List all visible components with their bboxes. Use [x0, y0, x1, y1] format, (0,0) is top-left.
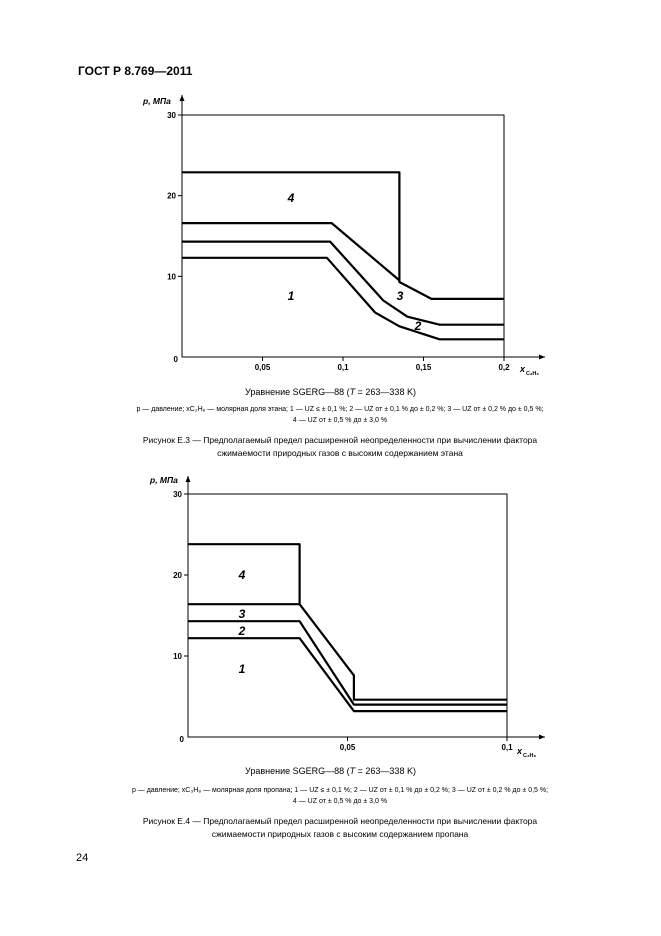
equation-e4: Уравнение SGERG—88 (T = 263—338 K) — [245, 766, 416, 776]
y-tick-label: 10 — [173, 652, 182, 661]
series-line-3 — [182, 223, 504, 299]
y-tick-label: 20 — [167, 191, 176, 201]
x-tick-label: 0,1 — [501, 743, 513, 752]
series-line-4 — [182, 172, 399, 281]
curve-label-2: 2 — [238, 624, 246, 638]
x-tick-label: 0,2 — [498, 363, 510, 372]
y-tick-label: 30 — [167, 111, 176, 120]
curve-label-4: 4 — [238, 568, 246, 582]
x-axis-arrow — [539, 735, 545, 740]
curve-label-1: 1 — [287, 289, 295, 303]
x-tick-label: 0,05 — [254, 363, 271, 372]
y-tick-label: 10 — [167, 272, 176, 282]
x-axis-label: x — [520, 364, 526, 374]
curve-label-3: 3 — [238, 607, 246, 621]
y-axis-label: р, МПа — [150, 475, 178, 485]
x-axis-label: x — [517, 746, 523, 756]
legend-e3: p — давление; xC₂H₆ — молярная доля этана; 1 — UZ ≤ ± 0,1 %; 2 — UZ от ± 0,1 % до ± 0,2 %; 3 — UZ от ± 0,2 % до ± 0,5 %; 4 — UZ от ± 0,5 % до ± 3,0 % — [136, 406, 544, 424]
y-axis-arrow — [186, 476, 191, 482]
equation-e3: Уравнение SGERG—88 (T = 263—338 K) — [245, 387, 416, 397]
origin-label: 0 — [179, 735, 184, 744]
y-tick-label: 20 — [173, 571, 182, 580]
caption-e3: Рисунок Е.3 — Предполагаемый предел расширенной неопределенности при вычислении фактора сжимаемости природных газов с высоким содержанием этана — [142, 435, 538, 458]
x-tick-label: 0,15 — [415, 363, 432, 372]
x-axis-arrow — [539, 355, 545, 360]
x-axis-label-subscript: C₃H₈ — [523, 753, 537, 759]
series-line-2 — [182, 242, 504, 325]
x-tick-label: 0,1 — [337, 363, 349, 372]
x-axis-label-subscript: C₂H₆ — [526, 371, 539, 377]
series-line-2 — [188, 621, 507, 704]
y-tick-label: 30 — [173, 490, 182, 499]
curve-label-3: 3 — [396, 289, 404, 303]
x-tick-label: 0,05 — [339, 743, 356, 752]
legend-e4: p — давление; xC₃H₈ — молярная доля пропана; 1 — UZ ≤ ± 0,1 %; 2 — UZ от ± 0,1 % до ± 0,2 %; 3 — UZ от ± 0,2 % до ± 0,5 %; 4 — UZ от ± 0,5 % до ± 3,0 % — [131, 787, 549, 805]
curve-label-2: 2 — [414, 319, 422, 333]
origin-label: 0 — [173, 355, 178, 364]
page-number: 24 — [76, 852, 89, 864]
series-line-3 — [188, 604, 507, 700]
plot-frame — [182, 115, 504, 357]
y-axis-label: р, МПа — [143, 96, 171, 106]
caption-e4: Рисунок Е.4 — Предполагаемый предел расширенной неопределенности при вычислении фактора сжимаемости природных газов с высоким содержанием пропана — [142, 816, 538, 839]
curve-label-1: 1 — [238, 662, 246, 676]
y-axis-arrow — [180, 95, 185, 101]
curve-label-4: 4 — [287, 191, 295, 205]
document-header: ГОСТ Р 8.769—2011 — [78, 64, 193, 78]
